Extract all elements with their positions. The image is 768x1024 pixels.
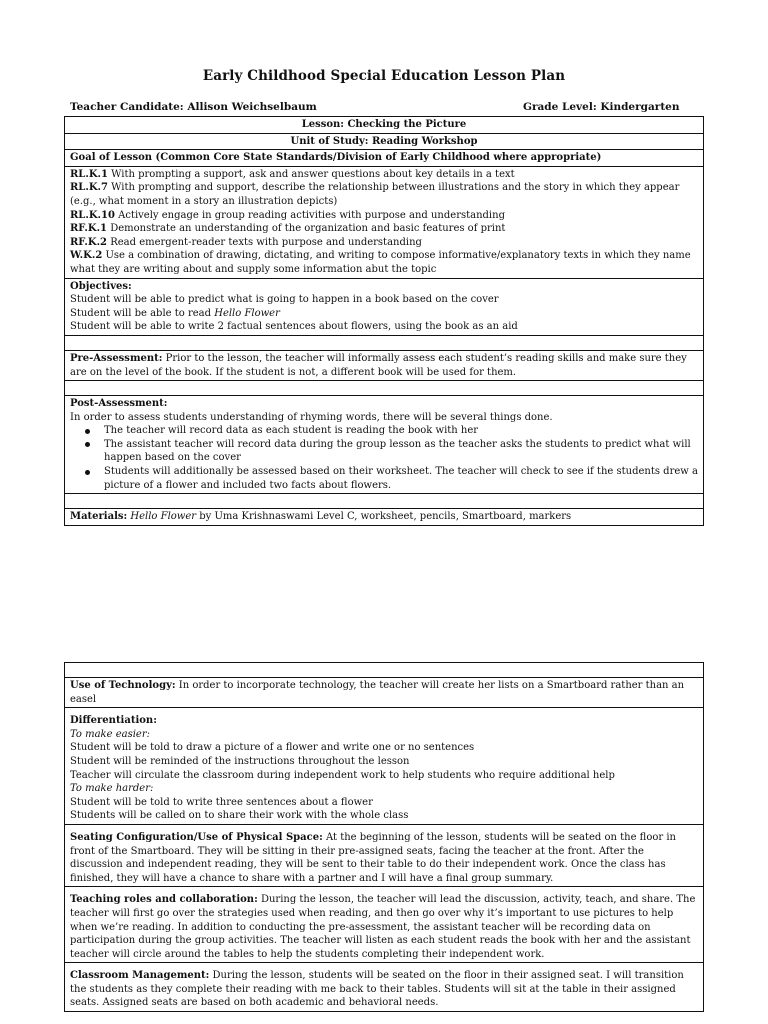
standard-item: RL.K.10 Actively engage in group reading activities with purpose and understanding bbox=[70, 209, 505, 221]
differentiation-cell bbox=[65, 708, 704, 825]
post-assessment-list bbox=[70, 424, 698, 492]
materials-cell: Materials: Hello Flower by Uma Krishnaswami Level C, worksheet, pencils, Smartboard, markers bbox=[65, 509, 704, 526]
blank-row bbox=[65, 335, 704, 350]
easier-label: To make easier: bbox=[70, 728, 150, 740]
unit-of-study: Unit of Study: Reading Workshop bbox=[65, 133, 704, 150]
list-item: The assistant teacher will record data during the group lesson as the teacher asks the students to predict what will happen based on the cover bbox=[104, 438, 698, 465]
objective-item: Student will be able to write 2 factual sentences about flowers, using the book as an aid bbox=[70, 321, 518, 333]
blank-row bbox=[65, 663, 704, 678]
classroom-management-cell: Classroom Management: During the lesson, students will be seated on the floor in their assigned seat. I will transition the students as they complete their reading with me back to their tables. Students will sit at the table in their assigned seats. Assigned seats are based on both academic and behavioral needs. bbox=[65, 963, 704, 1012]
standard-item: RF.K.2 Read emergent-reader texts with purpose and understanding bbox=[70, 236, 422, 248]
pre-assessment-cell: Pre-Assessment: Prior to the lesson, the teacher will informally assess each student’s reading skills and make sure they are on the level of the book. If the student is not, a different book will be used for them. bbox=[65, 350, 704, 380]
page-title: Early Childhood Special Education Lesson Plan bbox=[202, 68, 566, 84]
blank-row bbox=[65, 494, 704, 509]
list-item: Student will be told to draw a picture of a flower and write one or no sentences bbox=[70, 742, 475, 754]
list-item: The teacher will record data as each student is reading the book with her bbox=[104, 424, 698, 438]
goal-heading: Goal of Lesson (Common Core State Standards/Division of Early Childhood where appropriate) bbox=[65, 150, 704, 167]
list-item: Student will be reminded of the instructions throughout the lesson bbox=[70, 755, 410, 767]
blank-row bbox=[65, 381, 704, 396]
standard-item: RL.K.1 With prompting a support, ask and answer questions about key details in a text bbox=[70, 168, 515, 180]
post-assessment-heading: Post-Assessment: bbox=[70, 398, 168, 410]
list-item: Students will additionally be assessed based on their worksheet. The teacher will check to see if the students drew a picture of a flower and included two facts about flowers. bbox=[104, 466, 698, 491]
lesson-name: Lesson: Checking the Picture bbox=[65, 117, 704, 134]
standard-item: W.K.2 Use a combination of drawing, dictating, and writing to compose informative/explanatory texts in which they name what they are writing about and supply some information abut the topic bbox=[70, 250, 691, 275]
teacher-candidate: Teacher Candidate: Allison Weichselbaum bbox=[70, 101, 317, 113]
objective-item: Student will be able to predict what is going to happen in a book based on the cover bbox=[70, 294, 499, 306]
harder-label: To make harder: bbox=[70, 783, 154, 795]
objectives-cell bbox=[65, 278, 704, 335]
objective-item: Student will be able to read Hello Flower bbox=[70, 307, 280, 319]
lesson-plan-table-1 bbox=[64, 116, 704, 526]
list-item: Students will be called on to share their work with the whole class bbox=[70, 810, 409, 822]
standard-item: RF.K.1 Demonstrate an understanding of the organization and basic features of print bbox=[70, 223, 506, 235]
standard-item: RL.K.7 With prompting and support, describe the relationship between illustrations and the story in which they appear (e.g., what moment in a story an illustration depicts) bbox=[70, 182, 680, 207]
objectives-heading: Objectives: bbox=[70, 280, 132, 292]
list-item: Student will be told to write three sentences about a flower bbox=[70, 796, 373, 808]
seating-cell: Seating Configuration/Use of Physical Space: At the beginning of the lesson, students will be seated on the floor in front of the Smartboard. They will be sitting in their pre-assigned seats, facing the teacher at the front. After the discussion and independent reading, they will be sent to their table to do their independent work. Once the class has finished, they will have a chance to share with a partner and I will have a final group summary. bbox=[65, 824, 704, 886]
post-assessment-intro: In order to assess students understanding of rhyming words, there will be several things done. bbox=[70, 411, 553, 423]
list-item: Teacher will circulate the classroom during independent work to help students who require additional help bbox=[70, 769, 615, 781]
differentiation-heading: Differentiation: bbox=[70, 715, 157, 727]
post-assessment-cell bbox=[65, 396, 704, 494]
teaching-roles-cell: Teaching roles and collaboration: During the lesson, the teacher will lead the discussion, activity, teach, and share. The teacher will first go over the strategies used when reading, and then go over why it’s important to use pictures to help when we’re reading. In addition to conducting the pre-assessment, the assistant teacher will be recording data on participation during the group activities. The teacher will listen as each student reads the book with her and the assistant teacher will circle around the tables to help the students completing their independent work. bbox=[65, 887, 704, 963]
lesson-plan-table-2 bbox=[64, 662, 704, 1012]
standards-cell bbox=[65, 166, 704, 278]
grade-level: Grade Level: Kindergarten bbox=[523, 101, 680, 113]
technology-cell: Use of Technology: In order to incorporate technology, the teacher will create her lists on a Smartboard rather than an easel bbox=[65, 678, 704, 708]
